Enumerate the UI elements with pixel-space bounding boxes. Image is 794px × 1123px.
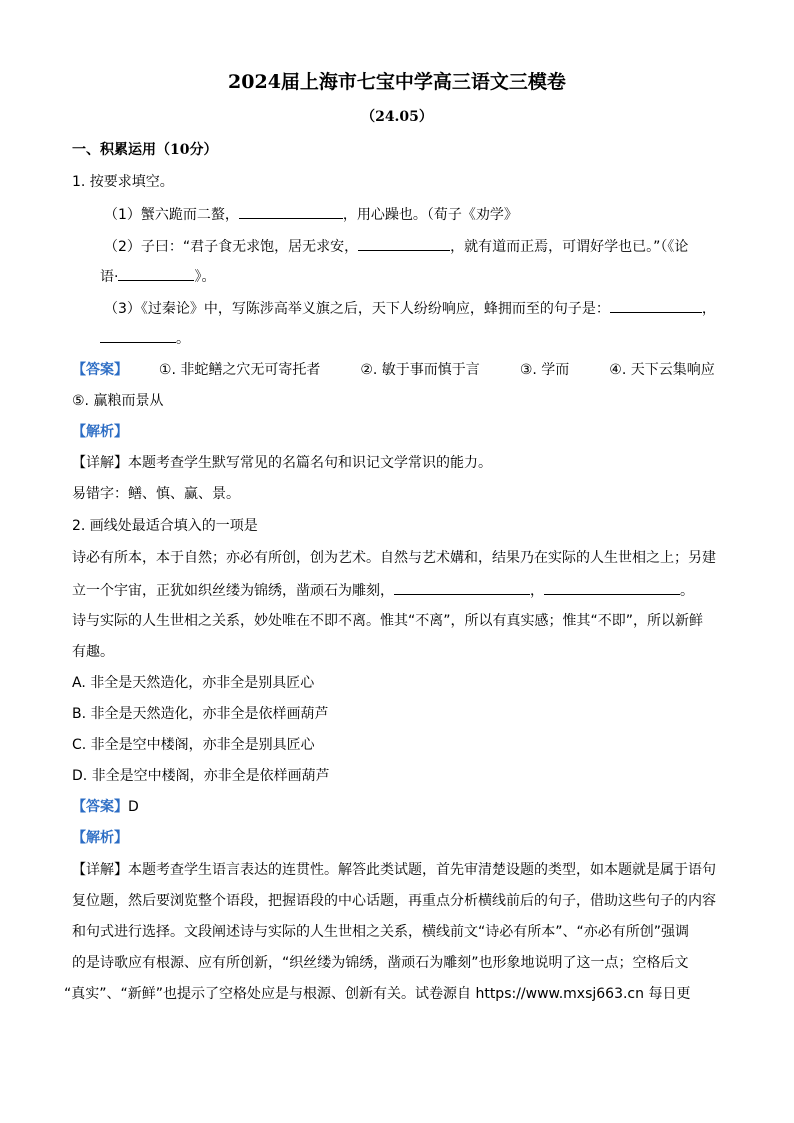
exam-date: （24.05） (361, 109, 433, 125)
sub2-suffix: ，就有道而正焉，可谓好学也已。”（《论 (450, 239, 689, 255)
answer-row-2 (72, 797, 139, 817)
sub3-prefix: （3）《过秦论》中，写陈涉高举义旗之后，天下人纷纷响应，蜂拥而至的句子是： (104, 301, 610, 317)
detail-line: 的是诗歌应有根源、应有所创新，“织丝缕为锦绣，凿顽石为雕刻”也形象地说明了这一点；空格后文 (72, 955, 689, 971)
fill-blank (544, 580, 680, 595)
answer-value: D (128, 799, 139, 815)
detail-tag: 【详解】 (72, 455, 128, 471)
question-2-stem: 2. 画线处最适合填入的一项是 (72, 518, 258, 534)
option-c: C. 非全是空中楼阁，亦非全是别具匠心 (72, 737, 315, 753)
question-1-sub2-cont (100, 266, 215, 287)
option-d: D. 非全是空中楼阁，亦非全是依样画葫芦 (72, 768, 330, 784)
sub2-cont-suffix: 》。 (194, 269, 216, 285)
fill-blank (100, 328, 176, 343)
fill-blank (239, 204, 343, 219)
analysis-tag: 【解析】 (72, 424, 128, 440)
sub1-prefix: （1）蟹六跪而二螯， (104, 207, 239, 223)
answer-tag: 【答案】 (72, 799, 128, 815)
passage-line: 诗与实际的人生世相之关系，妙处唯在不即不离。惟其“不离”，所以有真实感；惟其“不即”，所以新鲜 (72, 613, 704, 629)
answer-item: ①. 非蛇鳝之穴无可寄托者 (158, 362, 321, 378)
answer-item: ②. 敏于事而慎于言 (360, 362, 480, 378)
answer-item: ③. 学而 (519, 362, 570, 378)
detail-line: 复位题，然后要浏览整个语段，把握语段的中心话题，再重点分析横线前后的句子，借助这些句子的内容 (72, 893, 716, 909)
fill-blank (610, 298, 702, 313)
detail-line (72, 860, 716, 880)
passage-line: 有趣。 (72, 644, 114, 660)
passage-line: 诗必有所本，本于自然；亦必有所创，创为艺术。自然与艺术媾和，结果乃在实际的人生世相之上；另建 (72, 550, 716, 566)
answer-item: ④. 天下云集响应 (609, 362, 715, 378)
option-b: B. 非全是天然造化，亦非全是依样画葫芦 (72, 706, 329, 722)
detail-line: “真实”、“新鲜”也提示了空格处应是与根源、创新有关。试卷源自 https://www.mxsj663.cn 每日更 (64, 986, 691, 1002)
passage-line (72, 580, 694, 601)
detail-text: 本题考查学生默写常见的名篇名句和识记文学常识的能力。 (128, 455, 492, 471)
page-title: 2024届上海市七宝中学高三语文三模卷 (228, 71, 566, 93)
passage-mid: ， (530, 583, 544, 599)
fill-blank (118, 266, 194, 281)
sub3-suffix: ， (701, 301, 716, 317)
answer-item-5: ⑤. 赢粮而景从 (72, 393, 164, 409)
question-1-sub3 (104, 298, 716, 319)
sub2-cont-prefix: 语· (100, 269, 119, 285)
section-heading: 一、积累运用（10分） (72, 142, 218, 158)
question-1-sub3-cont (100, 328, 190, 349)
detail-tag: 【详解】 (72, 862, 128, 878)
passage-prefix: 立一个宇宙，正犹如织丝缕为锦绣，凿顽石为雕刻， (72, 583, 394, 599)
answer-row (72, 360, 715, 380)
detail-line: 和句式进行选择。文段阐述诗与实际的人生世相之关系，横线前文“诗必有所本”、“亦必有所创”强调 (72, 924, 690, 940)
detail-text: 本题考查学生语言表达的连贯性。解答此类试题，首先审清楚设题的类型，如本题就是属于语句 (128, 862, 716, 878)
analysis-tag: 【解析】 (72, 830, 128, 846)
passage-end: 。 (680, 583, 694, 599)
answer-tag: 【答案】 (72, 362, 128, 378)
sub2-prefix: （2）子曰：“君子食无求饱，居无求安， (104, 239, 359, 255)
detail-line (72, 453, 492, 473)
sub1-suffix: ，用心躁也。（荀子《劝学》 (342, 207, 518, 223)
sub3-end: 。 (176, 331, 190, 347)
fill-blank (358, 236, 450, 251)
error-chars: 易错字：鳝、慎、赢、景。 (72, 486, 240, 502)
question-1-sub1 (104, 204, 518, 225)
question-1-stem: 1. 按要求填空。 (72, 174, 174, 190)
option-a: A. 非全是天然造化，亦非全是别具匠心 (72, 675, 315, 691)
fill-blank (394, 580, 530, 595)
question-1-sub2 (104, 236, 688, 257)
